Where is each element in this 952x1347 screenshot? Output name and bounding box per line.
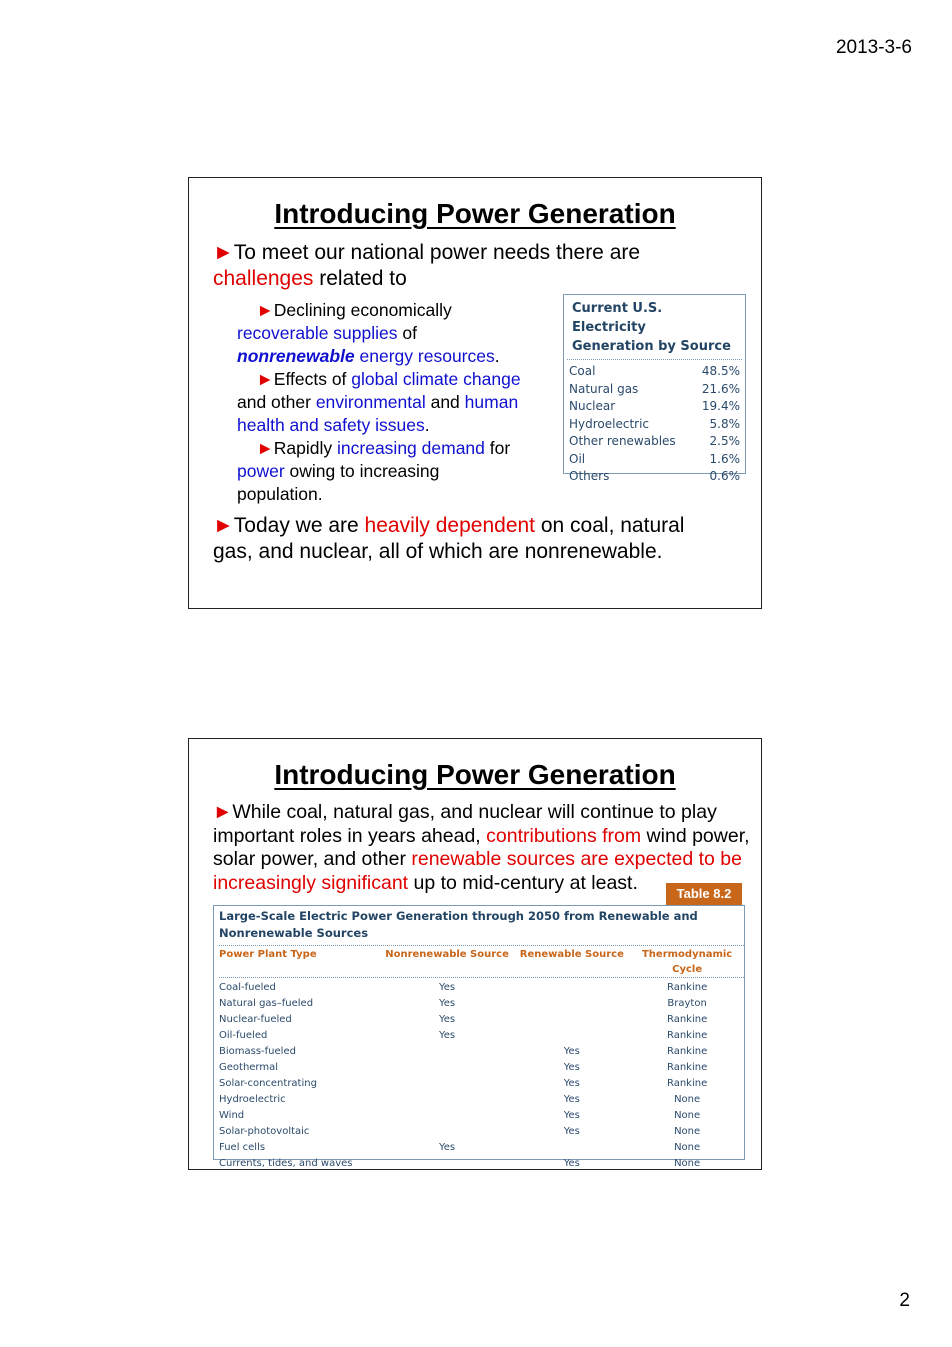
generation-by-source-table [563,294,746,483]
page-number: 2 [899,1290,910,1311]
table-row [567,363,742,381]
table-title [567,295,742,360]
sub-bullet-supplies [237,299,521,368]
bullet-arrow-icon: ► [256,300,274,320]
text: Rapidly [273,438,338,458]
table-cell: Rankine [666,982,708,993]
value-cell: 2.5% [709,434,740,448]
bullet-arrow-icon: ► [256,369,274,389]
table-cell: Oil-fueled [219,1030,268,1041]
table-cell [513,1012,630,1028]
text: Effects of [273,369,352,389]
table-cell [381,1044,514,1060]
table-row [567,451,742,469]
text-highlight: environmental [315,392,426,412]
bullet-dependence [213,513,684,565]
source-cell: Hydroelectric [569,416,650,431]
table-cell: Yes [563,1078,580,1089]
source-cell: Other renewables [569,434,676,448]
table-cell: Yes [563,1062,580,1073]
text-highlight: increasingly significant [213,871,409,894]
text-emphasis: nonrenewable [237,346,355,366]
table-row [219,1108,744,1124]
sub-bullets [237,299,521,506]
table-row [219,1028,744,1044]
date-header: 2013-3-6 [835,37,912,58]
table-row [567,433,742,451]
table-row [219,996,744,1012]
text: Generation by Source [572,339,731,354]
text-highlight: recoverable supplies [237,323,398,343]
table-cell: Yes [563,1094,580,1105]
table-cell [513,996,630,1012]
value-cell: 1.6% [709,451,740,466]
table-cell: None [674,1126,701,1137]
table-cell: None [674,1158,701,1169]
bullet-renewables [213,801,750,895]
text-highlight: contributions from [486,824,642,847]
table-cell: Yes [438,1142,456,1153]
power-generation-table [213,905,745,1169]
text: and other [237,392,316,412]
slide-2 [188,738,762,1170]
text: wind power, [641,824,750,847]
text: of [397,323,417,343]
bullet-arrow-icon: ► [256,438,274,458]
text-highlight: human [464,392,519,412]
table-row [567,416,742,434]
table-cell [381,1076,514,1092]
text-highlight: health and safety issues [237,415,425,435]
table-cell [381,1108,514,1124]
text: solar power, and other [213,848,412,870]
text: up to mid-century at least. [408,871,638,894]
text: Current U.S. Electricity [572,301,663,335]
table-header [219,945,744,978]
value-cell: 19.4% [701,399,740,413]
text: . [424,415,430,435]
header-cell: Power Plant Type [219,949,317,960]
text: important roles in years ahead, [213,824,487,847]
table-row [219,1140,744,1156]
table-cell [513,1140,630,1156]
text-highlight: increasing demand [337,438,485,458]
table-cell: Solar-photovoltaic [219,1126,310,1137]
table-cell: Solar-concentrating [219,1078,317,1089]
table-row [219,1044,744,1060]
table-cell: Wind [219,1110,245,1121]
bullet-arrow-icon: ► [213,514,234,537]
text: population. [237,484,323,504]
table-cell: None [674,1110,701,1121]
bullet-challenges [213,240,640,292]
text: Nonrenewable Sources [219,926,369,940]
table-rows [214,978,744,1172]
source-cell: Others [569,469,610,483]
text-highlight: global climate change [351,369,521,389]
value-cell: 5.8% [709,416,740,431]
table-cell: Rankine [666,1078,708,1089]
table-cell: Yes [563,1158,580,1169]
text: To meet our national power needs there are [233,241,641,264]
table-title [214,906,744,942]
table-cell: None [674,1142,701,1153]
table-row [567,398,742,416]
source-cell: Oil [569,451,586,466]
table-row [219,1012,744,1028]
table-cell: Fuel cells [219,1142,266,1153]
table-cell: Rankine [666,1014,708,1025]
sub-bullet-climate [237,368,521,437]
table-cell [381,1060,514,1076]
bullet-arrow-icon: ► [213,241,234,264]
table-cell: Currents, tides, and waves [219,1158,353,1169]
table-cell [381,1092,514,1108]
source-cell: Coal [569,364,596,378]
table-row [219,1092,744,1108]
text-highlight: renewable sources are expected to be [411,848,742,870]
table-cell [381,1124,514,1140]
table-row [219,1076,744,1092]
text-highlight: heavily dependent [364,514,536,537]
table-cell: Yes [563,1110,580,1121]
table-row [219,1156,744,1172]
table-cell: Biomass-fueled [219,1046,296,1057]
text-highlight: challenges [213,267,314,290]
value-cell: 0.6% [709,469,740,483]
sub-bullet-demand [237,437,521,506]
text: gas, and nuclear, all of which are nonrenewable. [213,540,663,563]
header-cell: Nonrenewable Source [385,949,509,960]
table-cell [381,1156,514,1172]
table-rows [564,360,745,486]
table-row [219,1060,744,1076]
table-cell: Rankine [666,1062,708,1073]
table-row [567,468,742,486]
table-cell: Yes [438,998,456,1009]
table-cell: Coal-fueled [219,982,276,993]
table-cell: Yes [438,1030,456,1041]
table-cell: Rankine [666,1046,708,1057]
text: Today we are [233,514,365,537]
table-cell: Yes [563,1046,580,1057]
header-cell: Renewable Source [519,949,624,960]
slide-title: Introducing Power Generation [274,198,676,229]
table-cell [513,980,630,996]
value-cell: 21.6% [701,381,740,396]
table-badge: Table 8.2 [666,883,742,905]
table-cell: Yes [563,1126,580,1137]
source-cell: Natural gas [569,381,639,396]
slide-1 [188,177,762,609]
source-cell: Nuclear [569,399,616,413]
text-highlight: power [237,461,285,481]
text: Declining economically [273,300,452,320]
text: for [484,438,511,458]
table-cell: None [674,1094,701,1105]
table-row [567,381,742,399]
text: Large-Scale Electric Power Generation through 2050 from Renewable and [219,909,698,923]
table-row [219,1124,744,1140]
slide-title: Introducing Power Generation [274,759,676,790]
table-cell: Natural gas–fueled [219,998,314,1009]
text: related to [313,267,407,290]
text: . [494,346,500,366]
text: on coal, natural [535,514,685,537]
table-cell: Yes [438,982,456,993]
table-cell: Hydroelectric [219,1094,286,1105]
header-cell: Thermodynamic Cycle [641,949,733,975]
table-cell: Yes [438,1014,456,1025]
table-row [219,980,744,996]
value-cell: 48.5% [701,364,740,378]
bullet-arrow-icon: ► [213,801,233,823]
text-highlight: energy resources [354,346,495,366]
text: While coal, natural gas, and nuclear will continue to play [232,801,717,823]
text: owing to increasing [284,461,440,481]
text: and [425,392,465,412]
table-cell: Geothermal [219,1062,279,1073]
table-cell: Rankine [666,1030,708,1041]
table-cell: Brayton [667,998,707,1009]
table-cell [513,1028,630,1044]
table-cell: Nuclear-fueled [219,1014,292,1025]
